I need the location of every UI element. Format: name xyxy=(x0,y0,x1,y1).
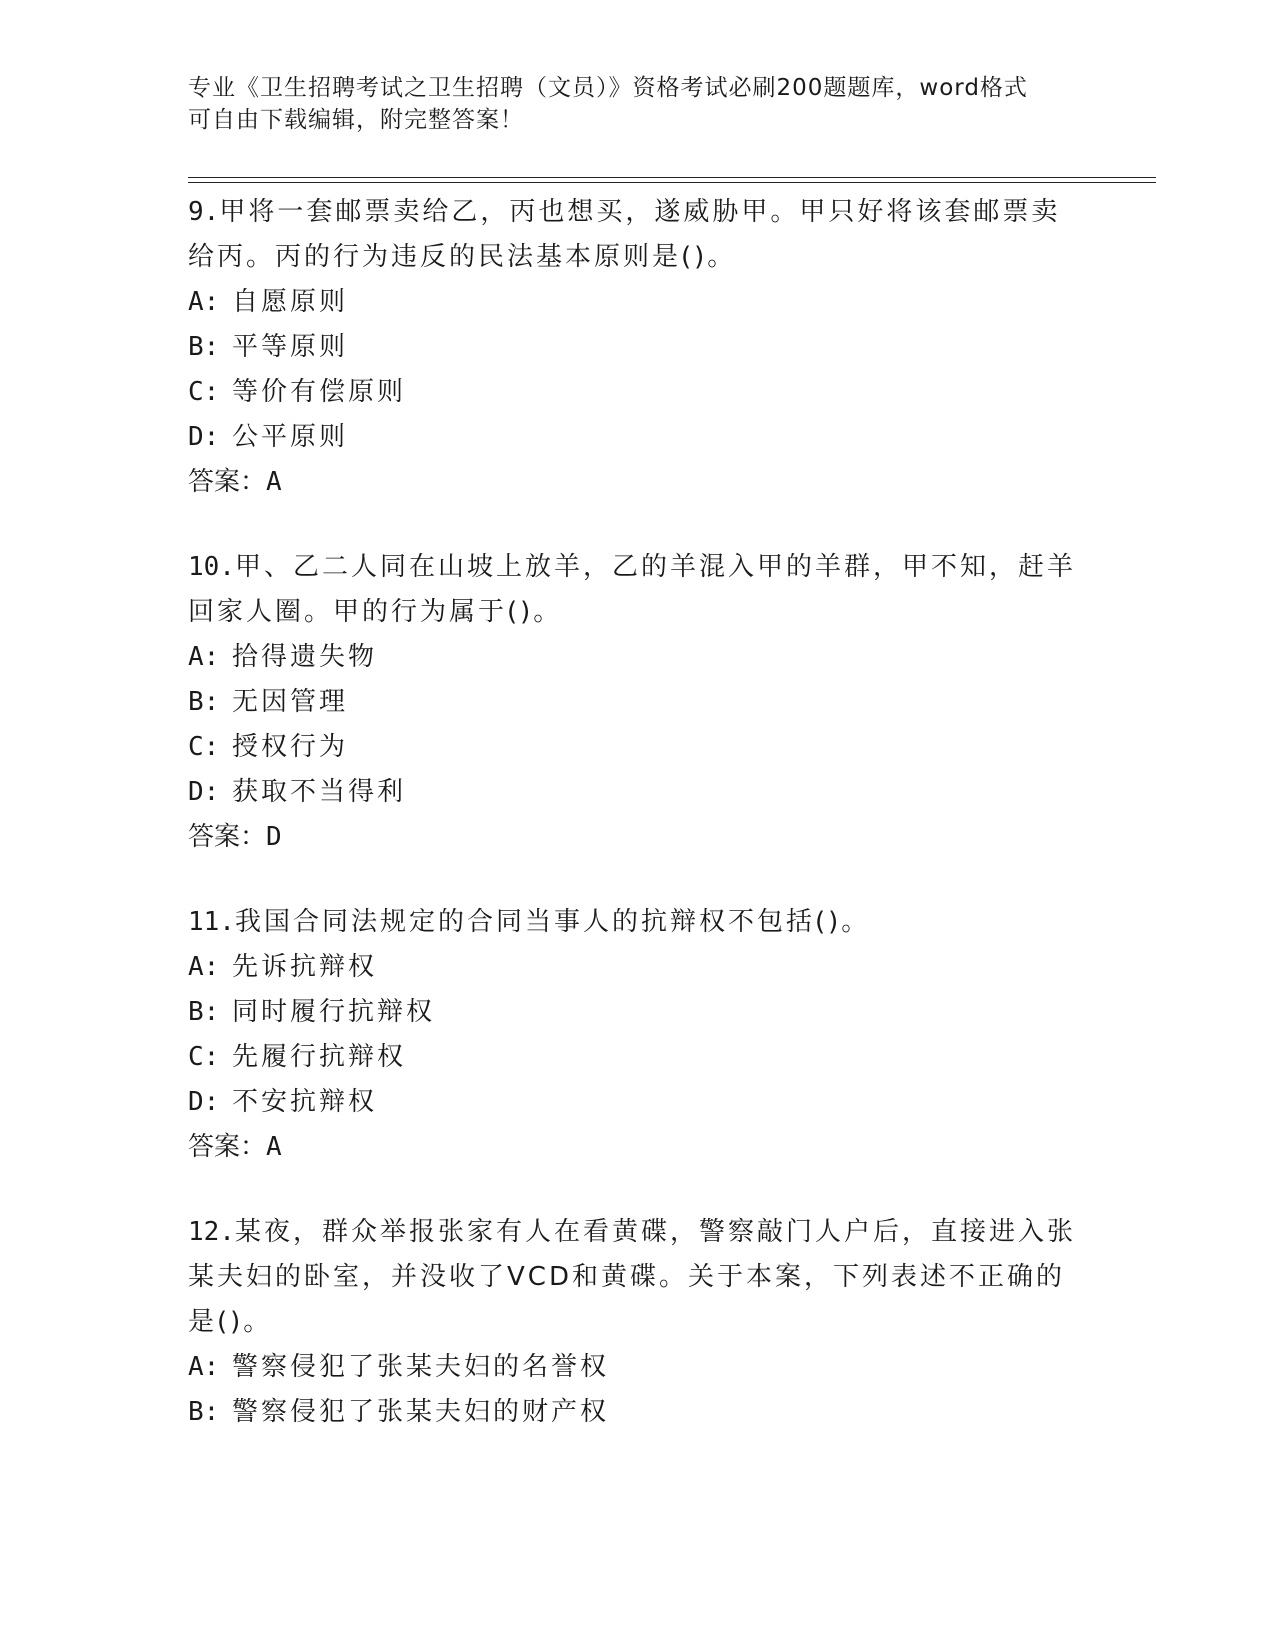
question-text xyxy=(188,1210,1088,1345)
option-key: D: xyxy=(188,1087,220,1117)
question-item xyxy=(188,190,1088,505)
option-key: A: xyxy=(188,952,220,982)
answer-line xyxy=(188,1125,1088,1170)
question-item xyxy=(188,1210,1088,1435)
answer-value: D xyxy=(266,822,282,852)
answer-line xyxy=(188,460,1088,505)
option-key: A: xyxy=(188,642,220,672)
header-divider-bottom xyxy=(188,182,1156,183)
option-key: B: xyxy=(188,997,220,1027)
header-divider-top xyxy=(188,177,1156,178)
question-text xyxy=(188,545,1088,635)
question-stem: 某夜，群众举报张家有人在看黄碟，警察敲门人户后，直接进入张某夫妇的卧室，并没收了VCD和黄碟。关于本案，下列表述不正确的是()。 xyxy=(188,1217,1076,1337)
option-text: 警察侵犯了张某夫妇的财产权 xyxy=(232,1397,610,1427)
question-text xyxy=(188,900,1088,945)
question-list xyxy=(188,190,1088,1475)
answer-label: 答案： xyxy=(188,822,267,852)
option-text: 警察侵犯了张某夫妇的名誉权 xyxy=(232,1352,610,1382)
option-key: A: xyxy=(188,1352,220,1382)
answer-value: A xyxy=(266,467,282,497)
header-title-line2: 可自由下载编辑，附完整答案！ xyxy=(188,107,524,133)
option-key: C: xyxy=(188,732,220,762)
answer-label: 答案： xyxy=(188,467,267,497)
option-key: B: xyxy=(188,1397,220,1427)
question-number: 11. xyxy=(188,907,235,937)
option-text: 无因管理 xyxy=(232,687,349,717)
option-a xyxy=(188,945,1088,990)
option-text: 公平原则 xyxy=(232,422,349,452)
option-a xyxy=(188,280,1088,325)
option-key: B: xyxy=(188,687,220,717)
option-c xyxy=(188,1035,1088,1080)
option-d xyxy=(188,770,1088,815)
question-stem: 甲、乙二人同在山坡上放羊，乙的羊混入甲的羊群，甲不知，赶羊回家人圈。甲的行为属于()。 xyxy=(188,552,1076,627)
option-b xyxy=(188,990,1088,1035)
option-b xyxy=(188,325,1088,370)
header-title-line1: 专业《卫生招聘考试之卫生招聘（文员）》资格考试必刷200题题库，word格式 xyxy=(188,75,1028,101)
option-key: C: xyxy=(188,377,220,407)
question-number: 10. xyxy=(188,552,235,582)
option-key: A: xyxy=(188,287,220,317)
document-header xyxy=(188,72,1068,136)
option-c xyxy=(188,725,1088,770)
option-d xyxy=(188,415,1088,460)
option-a xyxy=(188,635,1088,680)
option-text: 不安抗辩权 xyxy=(232,1087,378,1117)
answer-line xyxy=(188,815,1088,860)
option-key: C: xyxy=(188,1042,220,1072)
answer-label: 答案： xyxy=(188,1132,267,1162)
option-text: 等价有偿原则 xyxy=(232,377,407,407)
option-text: 拾得遗失物 xyxy=(232,642,378,672)
question-item xyxy=(188,545,1088,860)
option-text: 同时履行抗辩权 xyxy=(232,997,436,1027)
option-d xyxy=(188,1080,1088,1125)
question-stem: 甲将一套邮票卖给乙，丙也想买，遂威胁甲。甲只好将该套邮票卖给丙。丙的行为违反的民法基本原则是()。 xyxy=(188,197,1061,272)
option-b xyxy=(188,1390,1088,1435)
option-key: D: xyxy=(188,777,220,807)
option-text: 先诉抗辩权 xyxy=(232,952,378,982)
option-text: 自愿原则 xyxy=(232,287,349,317)
option-text: 平等原则 xyxy=(232,332,349,362)
answer-value: A xyxy=(266,1132,282,1162)
option-key: D: xyxy=(188,422,220,452)
option-key: B: xyxy=(188,332,220,362)
option-text: 获取不当得利 xyxy=(232,777,407,807)
question-text xyxy=(188,190,1088,280)
option-a xyxy=(188,1345,1088,1390)
option-text: 授权行为 xyxy=(232,732,349,762)
question-number: 12. xyxy=(188,1217,235,1247)
option-b xyxy=(188,680,1088,725)
option-text: 先履行抗辩权 xyxy=(232,1042,407,1072)
question-item xyxy=(188,900,1088,1170)
question-number: 9. xyxy=(188,197,220,227)
question-stem: 我国合同法规定的合同当事人的抗辩权不包括()。 xyxy=(234,907,871,937)
option-c xyxy=(188,370,1088,415)
